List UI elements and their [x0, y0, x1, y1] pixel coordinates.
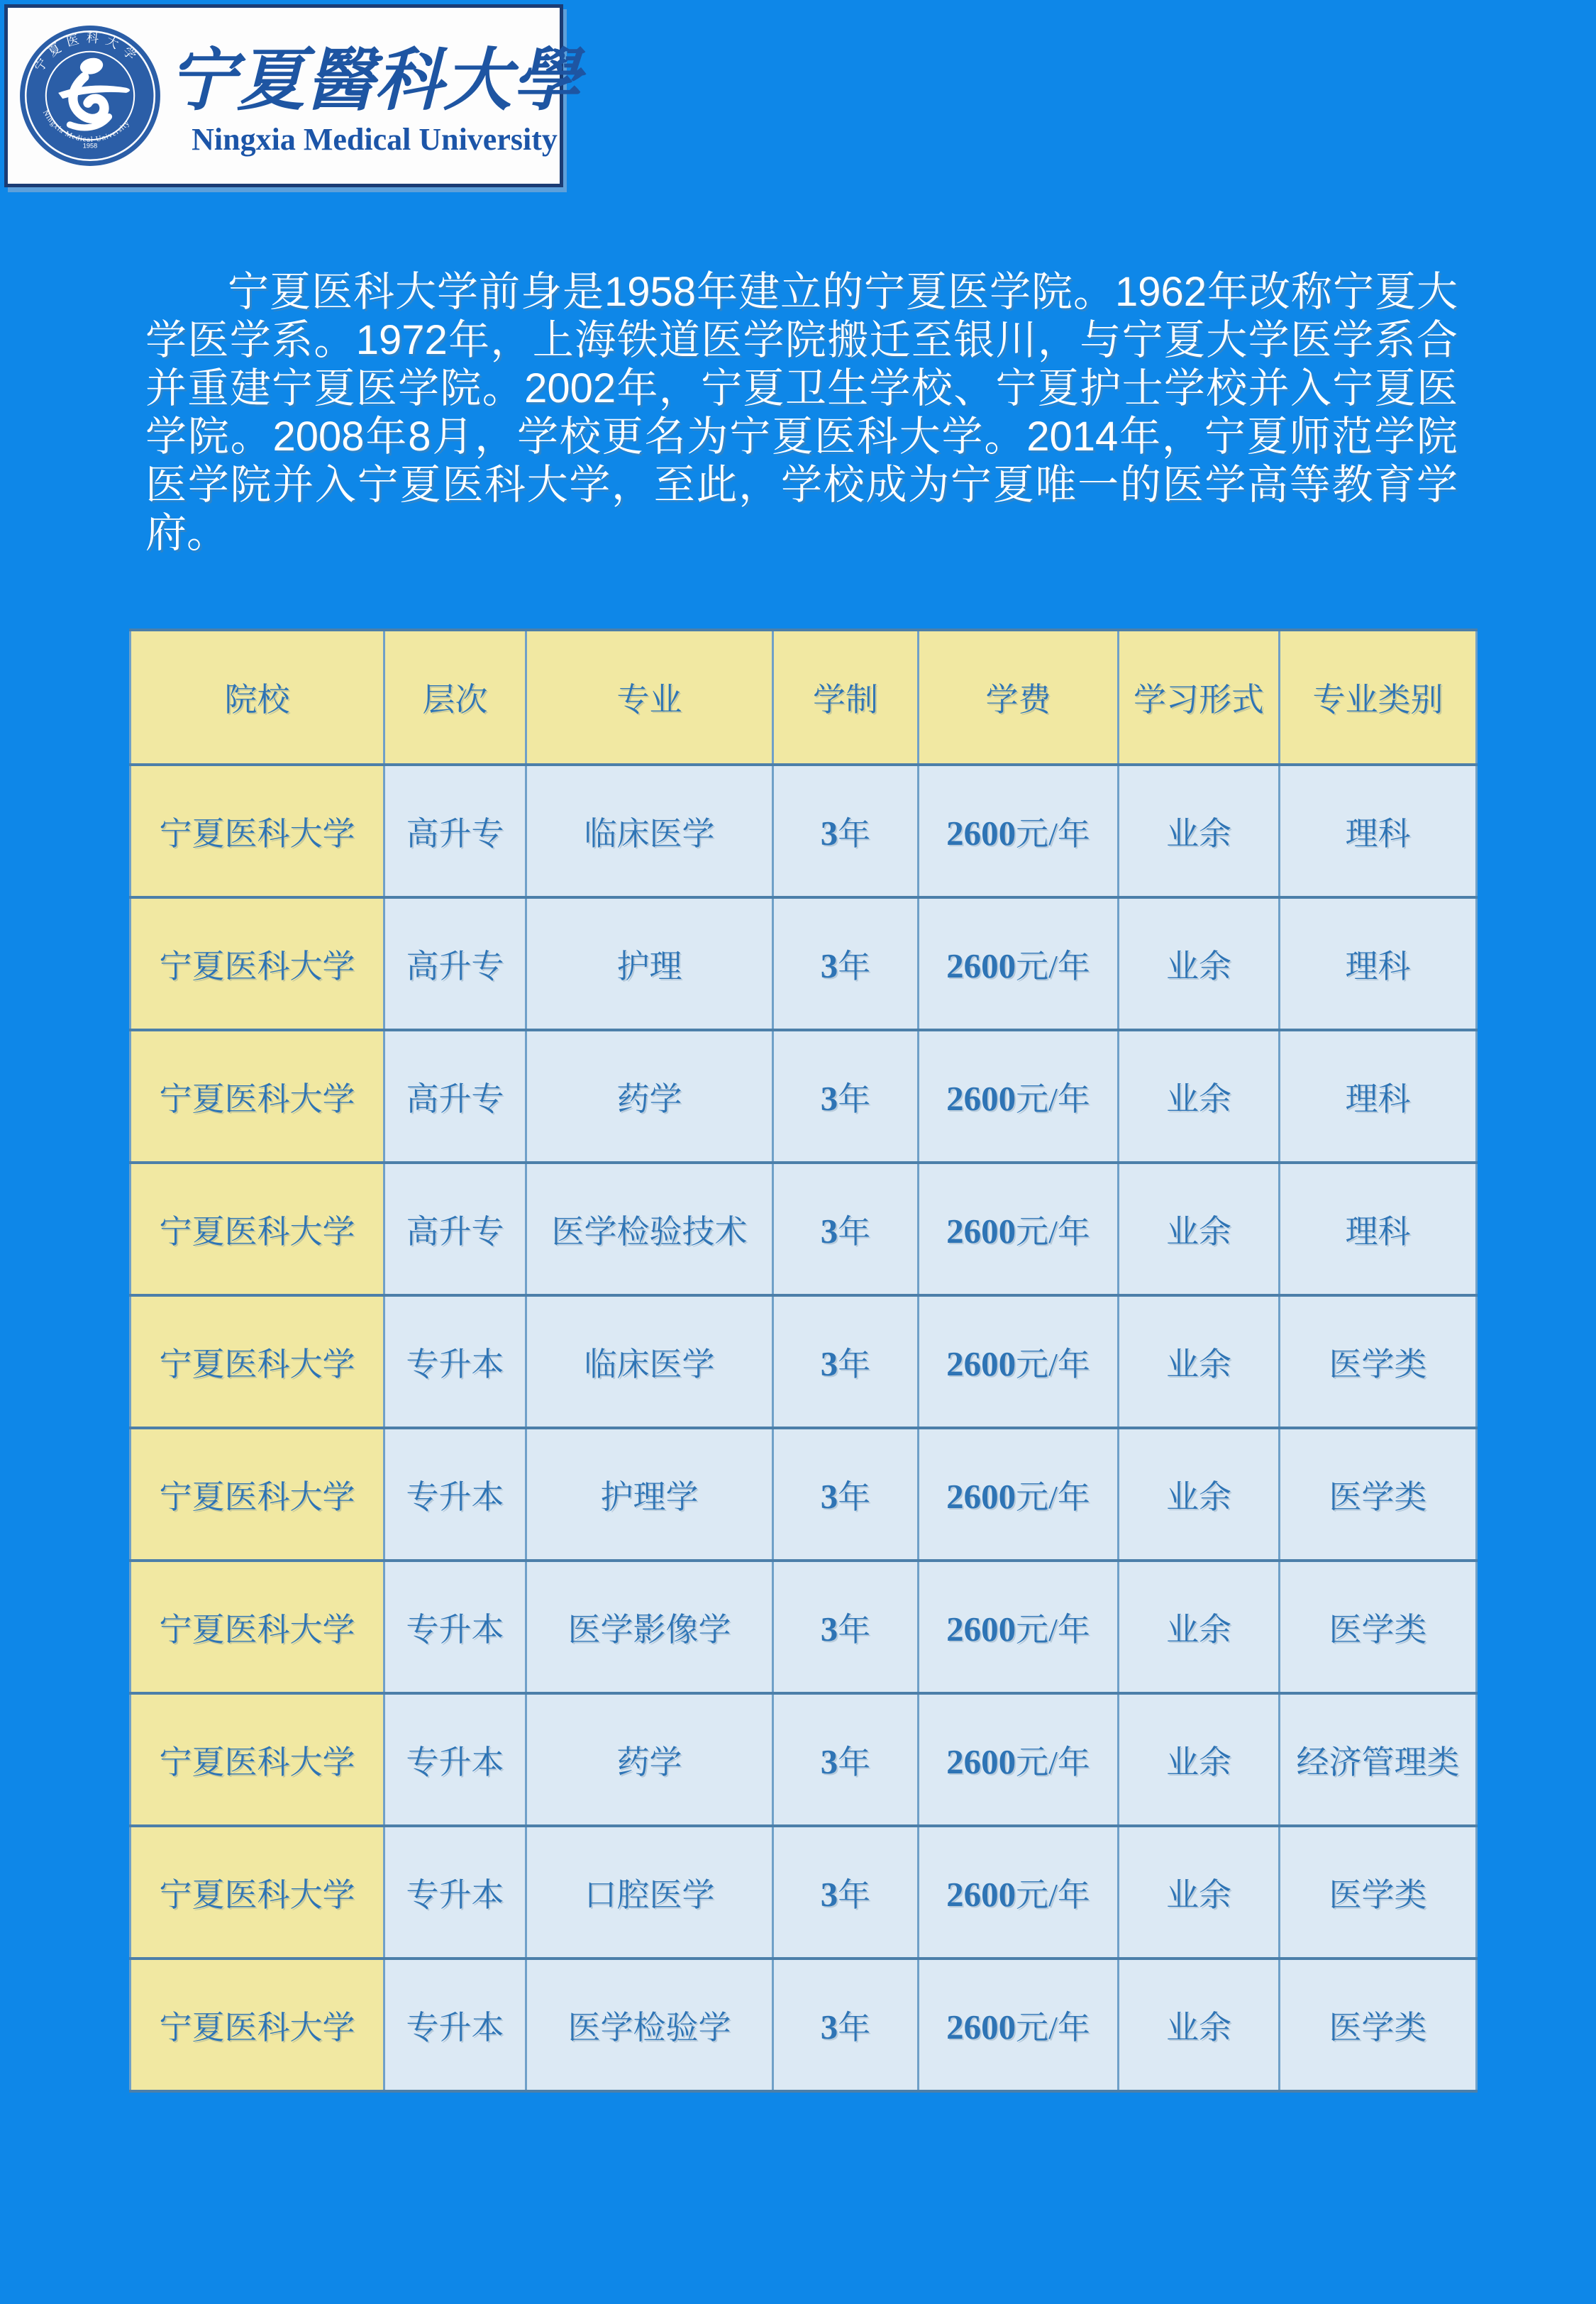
cell-study-mode: 业余 — [1119, 1428, 1280, 1561]
cell-major: 医学检验学 — [526, 1959, 773, 2091]
cell-study-mode: 业余 — [1119, 1030, 1280, 1163]
table-row — [131, 1428, 1477, 1561]
cell-major: 临床医学 — [526, 765, 773, 897]
cell-school: 宁夏医科大学 — [131, 1030, 384, 1163]
cell-major: 护理学 — [526, 1428, 773, 1561]
cell-level: 高升专 — [384, 765, 526, 897]
table-header-row — [131, 630, 1477, 765]
cell-category: 经济管理类 — [1280, 1693, 1477, 1826]
cell-study-mode: 业余 — [1119, 1693, 1280, 1826]
cell-school: 宁夏医科大学 — [131, 1295, 384, 1428]
cell-study-mode: 业余 — [1119, 897, 1280, 1030]
cell-duration: 3年 — [773, 1693, 919, 1826]
cell-level: 专升本 — [384, 1295, 526, 1428]
cell-level: 专升本 — [384, 1428, 526, 1561]
cell-school: 宁夏医科大学 — [131, 1163, 384, 1295]
table-row — [131, 897, 1477, 1030]
cell-major: 药学 — [526, 1693, 773, 1826]
table-row — [131, 765, 1477, 897]
cell-category: 理科 — [1280, 1163, 1477, 1295]
cell-study-mode: 业余 — [1119, 1163, 1280, 1295]
seal-year: 1958 — [82, 142, 98, 150]
cell-duration: 3年 — [773, 1295, 919, 1428]
cell-fee: 2600元/年 — [919, 1030, 1119, 1163]
table-row — [131, 1826, 1477, 1959]
cell-category: 理科 — [1280, 897, 1477, 1030]
cell-level: 高升专 — [384, 1030, 526, 1163]
cell-fee: 2600元/年 — [919, 1959, 1119, 2091]
logo-english-name: Ningxia Medical University — [192, 122, 558, 157]
cell-fee: 2600元/年 — [919, 1428, 1119, 1561]
programs-table — [129, 628, 1478, 2093]
table-row — [131, 1959, 1477, 2091]
cell-fee: 2600元/年 — [919, 765, 1119, 897]
column-header-school: 院校 — [131, 630, 384, 765]
cell-fee: 2600元/年 — [919, 1826, 1119, 1959]
cell-school: 宁夏医科大学 — [131, 765, 384, 897]
cell-study-mode: 业余 — [1119, 1561, 1280, 1693]
logo-chinese-name: 宁夏醫科大學 — [168, 40, 581, 120]
cell-duration: 3年 — [773, 1428, 919, 1561]
cell-fee: 2600元/年 — [919, 1561, 1119, 1693]
intro-paragraph: 宁夏医科大学前身是1958年建立的宁夏医学院。1962年改称宁夏大学医学系。1972年，上海铁道医学院搬迁至银川，与宁夏大学医学系合并重建宁夏医学院。2002年，宁夏卫生学校、宁夏护士学校并入宁夏医学院。2008年8月，学校更名为宁夏医科大学。2014年，宁夏师范学院医学院并入宁夏医科大学，至此，学校成为宁夏唯一的医学高等教育学府。 — [145, 269, 1458, 556]
cell-duration: 3年 — [773, 1959, 919, 2091]
cell-major: 护理 — [526, 897, 773, 1030]
cell-major: 药学 — [526, 1030, 773, 1163]
table-row — [131, 1163, 1477, 1295]
column-header-major: 专业 — [526, 630, 773, 765]
cell-duration: 3年 — [773, 897, 919, 1030]
cell-major: 口腔医学 — [526, 1826, 773, 1959]
cell-study-mode: 业余 — [1119, 765, 1280, 897]
cell-level: 专升本 — [384, 1959, 526, 2091]
cell-category: 医学类 — [1280, 1428, 1477, 1561]
cell-duration: 3年 — [773, 1163, 919, 1295]
university-logo-plaque — [4, 4, 581, 187]
cell-school: 宁夏医科大学 — [131, 1959, 384, 2091]
cell-major: 临床医学 — [526, 1295, 773, 1428]
cell-level: 专升本 — [384, 1561, 526, 1693]
cell-school: 宁夏医科大学 — [131, 1826, 384, 1959]
cell-school: 宁夏医科大学 — [131, 1561, 384, 1693]
cell-duration: 3年 — [773, 1030, 919, 1163]
cell-category: 医学类 — [1280, 1295, 1477, 1428]
cell-category: 医学类 — [1280, 1826, 1477, 1959]
seal-bottom-text: Ningxia Medical University — [40, 109, 132, 144]
cell-level: 高升专 — [384, 897, 526, 1030]
cell-study-mode: 业余 — [1119, 1959, 1280, 2091]
cell-level: 专升本 — [384, 1826, 526, 1959]
column-header-study-mode: 学习形式 — [1119, 630, 1280, 765]
seal-top-text: 宁夏医科大学 — [32, 31, 143, 75]
cell-duration: 3年 — [773, 1561, 919, 1693]
cell-fee: 2600元/年 — [919, 1295, 1119, 1428]
table-row — [131, 1561, 1477, 1693]
cell-level: 专升本 — [384, 1693, 526, 1826]
cell-fee: 2600元/年 — [919, 1693, 1119, 1826]
cell-study-mode: 业余 — [1119, 1826, 1280, 1959]
cell-duration: 3年 — [773, 765, 919, 897]
logo-text-block — [162, 38, 585, 157]
cell-level: 高升专 — [384, 1163, 526, 1295]
table-row — [131, 1295, 1477, 1428]
cell-school: 宁夏医科大学 — [131, 897, 384, 1030]
cell-school: 宁夏医科大学 — [131, 1428, 384, 1561]
column-header-level: 层次 — [384, 630, 526, 765]
cell-fee: 2600元/年 — [919, 897, 1119, 1030]
cell-major: 医学影像学 — [526, 1561, 773, 1693]
cell-duration: 3年 — [773, 1826, 919, 1959]
table-row — [131, 1030, 1477, 1163]
cell-category: 理科 — [1280, 765, 1477, 897]
cell-study-mode: 业余 — [1119, 1295, 1280, 1428]
cell-school: 宁夏医科大学 — [131, 1693, 384, 1826]
cell-major: 医学检验技术 — [526, 1163, 773, 1295]
cell-category: 医学类 — [1280, 1561, 1477, 1693]
column-header-duration: 学制 — [773, 630, 919, 765]
cell-fee: 2600元/年 — [919, 1163, 1119, 1295]
cell-category: 医学类 — [1280, 1959, 1477, 2091]
table-row — [131, 1693, 1477, 1826]
column-header-category: 专业类别 — [1280, 630, 1477, 765]
column-header-fee: 学费 — [919, 630, 1119, 765]
university-seal-icon — [18, 23, 162, 168]
cell-category: 理科 — [1280, 1030, 1477, 1163]
